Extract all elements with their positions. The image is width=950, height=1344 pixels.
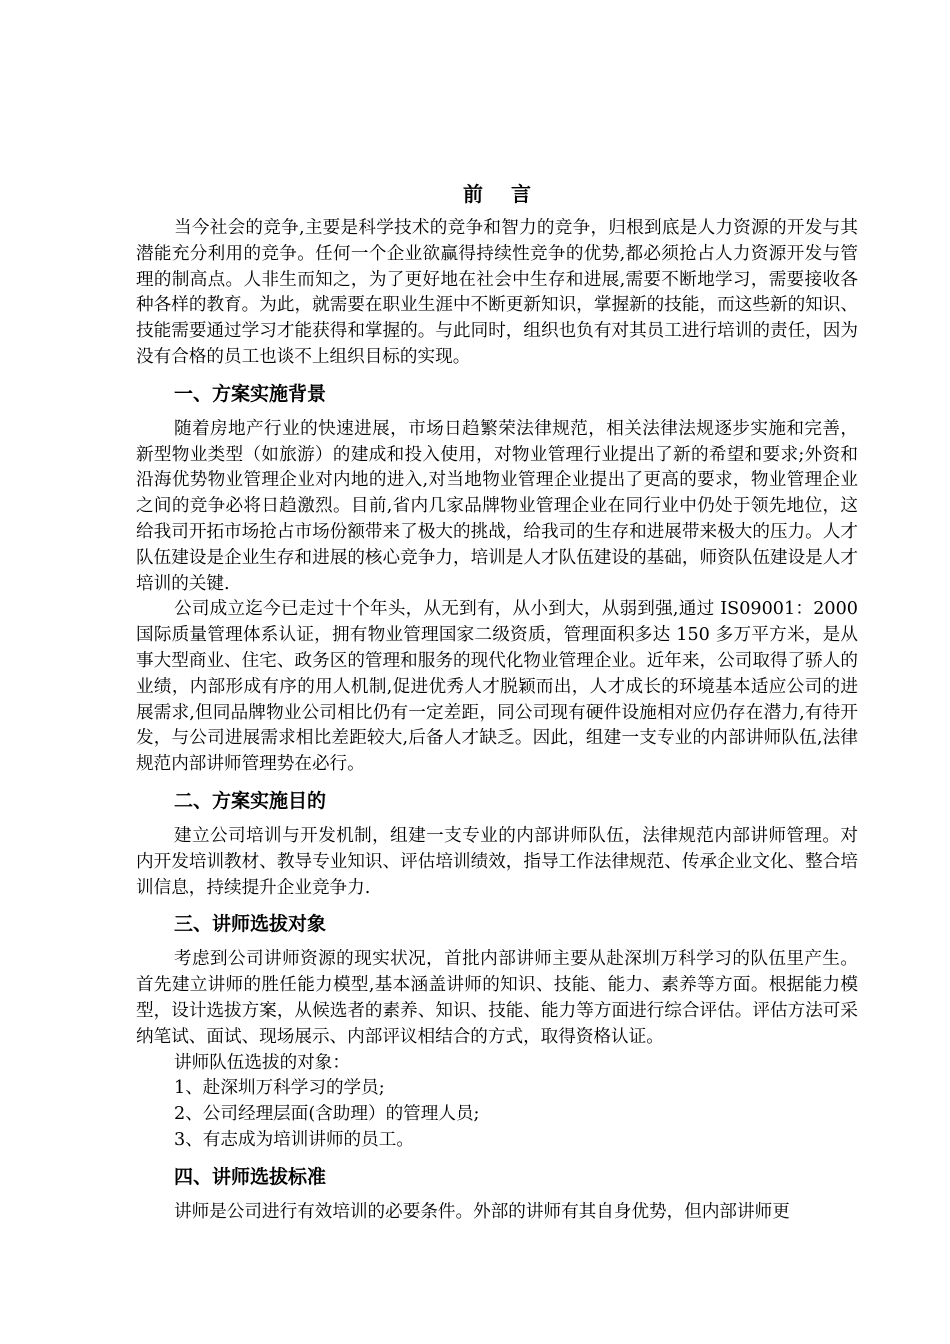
list-item: 讲师队伍选拔的对象： [174, 1052, 350, 1073]
section-heading-purpose: 二、方案实施目的 [174, 789, 327, 812]
selection-targets-list [136, 1051, 858, 1154]
selection-targets-paragraph: 考虑到公司讲师资源的现实状况，首批内部讲师主要从赴深圳万科学习的队伍里产生。首先建立讲师的胜任能力模型,基本涵盖讲师的知识、技能、能力、素养等方面。根据能力模型，设计选拔方案，从候选者的素养、知识、技能、能力等方面进行综合评估。评估方法可采纳笔试、面试、现场展示、内部评议相结合的方式，取得资格认证。 [136, 949, 858, 1047]
title-char-2: 言 [511, 182, 531, 206]
page-title [136, 178, 858, 210]
section-heading-background: 一、方案实施背景 [174, 382, 327, 405]
purpose-paragraph: 建立公司培训与开发机制，组建一支专业的内部讲师队伍，法律规范内部讲师管理。对内开发培训教材、教导专业知识、评估培训绩效，指导工作法律规范、传承企业文化、整合培训信息，持续提升企业竞争力. [136, 825, 858, 898]
list-item: 3、有志成为培训讲师的员工。 [174, 1129, 414, 1150]
document-body [136, 178, 858, 1226]
background-paragraph-2: 公司成立迄今已走过十个年头，从无到有，从小到大，从弱到强,通过 IS09001：2000 国际质量管理体系认证，拥有物业管理国家二级资质，管理面积多达 150 多万平方米，是从事大型商业、住宅、政务区的管理和服务的现代化物业管理企业。近年来，公司取得了骄人的业绩，内部形成有序的用人机制,促进优秀人才脱颖而出，人才成长的环境基本适应公司的进展需求,但同品牌物业公司相比仍有一定差距，同公司现有硬件设施相对应仍存在潜力,有待开发，与公司进展需求相比差距较大,后备人才缺乏。因此，组建一支专业的内部讲师队伍,法律规范内部讲师管理势在必行。 [136, 599, 858, 775]
list-item: 1、赴深圳万科学习的学员; [174, 1078, 385, 1099]
selection-criteria-paragraph: 讲师是公司进行有效培训的必要条件。外部的讲师有其自身优势，但内部讲师更 [174, 1201, 790, 1222]
section-heading-selection-criteria: 四、讲师选拔标准 [174, 1165, 327, 1188]
title-char-1: 前 [463, 182, 483, 206]
list-item: 2、公司经理层面(含助理）的管理人员; [174, 1104, 480, 1125]
background-paragraph-1: 随着房地产行业的快速进展，市场日趋繁荣法律规范，相关法律法规逐步实施和完善，新型物业类型（如旅游）的建成和投入使用，对物业管理行业提出了新的希望和要求;外资和沿海优势物业管理企业对内地的进入,对当地物业管理企业提出了更高的要求，物业管理企业之间的竞争必将日趋激烈。目前,省内几家品牌物业管理企业在同行业中仍处于领先地位，这给我司开拓市场抢占市场份额带来了极大的挑战，给我司的生存和进展带来极大的压力。人才队伍建设是企业生存和进展的核心竞争力，培训是人才队伍建设的基础，师资队伍建设是人才培训的关键. [136, 418, 858, 594]
section-heading-selection-targets: 三、讲师选拔对象 [174, 913, 327, 936]
preface-paragraph: 当今社会的竞争,主要是科学技术的竞争和智力的竞争，归根到底是人力资源的开发与其潜能充分利用的竞争。任何一个企业欲赢得持续性竞争的优势,都必须抢占人力资源开发与管理的制高点。人非生而知之，为了更好地在社会中生存和进展,需要不断地学习，需要接收各种各样的教育。为此，就需要在职业生涯中不断更新知识，掌握新的技能，而这些新的知识、技能需要通过学习才能获得和掌握的。与此同时，组织也负有对其员工进行培训的责任，因为没有合格的员工也谈不上组织目标的实现。 [136, 218, 858, 367]
